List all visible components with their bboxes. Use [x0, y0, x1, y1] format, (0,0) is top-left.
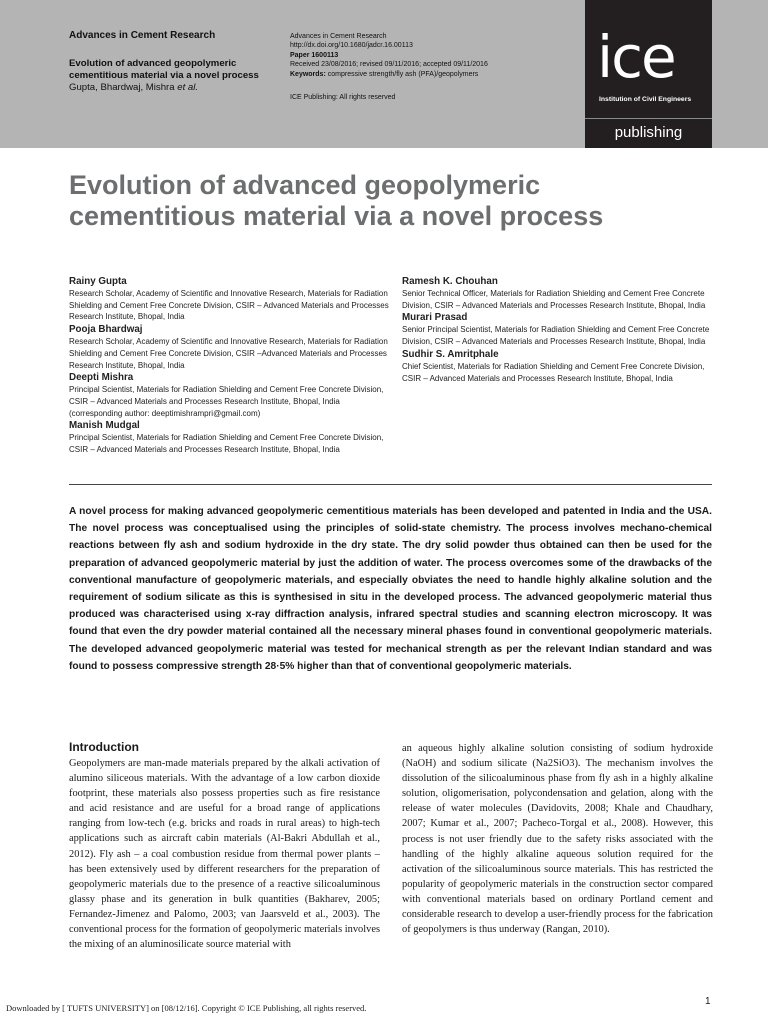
body-column-right: an aqueous highly alkaline solution consisting of sodium hydroxide (NaOH) and sodium silicate (Na2SiO3). The mechanism involves the dissolution of the silicoaluminous phase from fly ash in a highly alkaline solution, oligomerisation, polycondensation and gelation, along with the release of water molecules (Davidovits, 2008; Khale and Chaudhary, 2007; Kumar et al., 2007; Pacheco-Torgal et al., 2008). However, this process is not user friendly due to the safety risks associated with the handling of the highly alkaline aqueous solution required for the activation of the silicoaluminous source materials. This has restricted the popularity of geopolymeric materials in the construction sector compared with conventional materials based on ordinary Portland cement and considerable research to develop a user-friendly process for the fabrication of geopolymers is thus underway (Rangan, 2010). — [402, 743, 713, 936]
body-column-left: Geopolymers are man-made materials prepared by the alkali activation of alumino siliceous materials. With the advantage of a low carbon dioxide footprint, these materials also possess properties such as fire resistance and acid resistance and are useful for a broad range of applications ranging from low-tech (e.g. bricks and roads in rural areas) to high-tech applications such as aircraft cabin materials (Al-Bakri Abdullah et al., 2012). Fly ash – a coal combustion residue from thermal power plants – has been extensively used by different researchers for the preparation of geopolymeric materials due to the presence of a reactive silicoaluminous glassy phase and its generation in bulk quantities (Bakharev, 2005; Fernandez-Jimenez and Palomo, 2003; van Jaarsveld et al., 2003). The conventional process for the formation of geopolymeric materials involves the mixing of an aluminosilicate source material with — [69, 758, 380, 951]
author-entry — [69, 419, 389, 455]
meta-journal: Advances in Cement Research — [290, 33, 387, 40]
header-citation — [69, 30, 284, 94]
author-affiliation: Research Scholar, Academy of Scientific and Innovative Research, Materials for Radiation Shielding and Cement Free Concrete Division, CSIR – Advanced Materials and Processes Research Institute, Bhopal, India — [69, 289, 389, 322]
abstract-text: A novel process for making advanced geopolymeric cementitious materials has been developed and patented in India and the USA. The novel process was conceptualised using the principles of solid-state chemistry. The process involves mechano-chemical reactions between fly ash and sodium hydroxide in the dry state. The dry solid powder thus obtained can then be used for the preparation of advanced geopolymeric material by just the addition of water. The process overcomes some of the drawbacks of the conventional manufacture of geopolymeric materials, and especially obviates the need to handle highly alkaline solution and the requirement of sodium silicate as this is synthesised in situ in the developed process. The advanced geopolymeric material thus produced was characterised using x-ray diffraction analysis, infrared spectral studies and scanning electron microscopy. It was found that even the dry powder material contained all the necessary mineral phases found in conventional geopolymeric materials. The developed advanced geopolymeric material was tested for mechanical strength as per the relevant Indian standard and was found to possess compressive strength 28·5% higher than that of conventional geopolymeric materials. — [69, 506, 712, 672]
author-entry — [402, 275, 722, 311]
logo-publishing-text: publishing — [585, 118, 712, 141]
journal-header — [0, 0, 768, 148]
author-entry — [69, 275, 389, 323]
author-affiliation: Senior Technical Officer, Materials for Radiation Shielding and Cement Free Concrete Division, CSIR – Advanced Materials and Processes Research Institute, Bhopal, India — [402, 289, 706, 310]
author-entry — [69, 371, 389, 419]
author-name: Manish Mudgal — [69, 420, 140, 432]
logo-institution-text: Institution of Civil Engineers — [599, 96, 692, 103]
header-authors: Gupta, Bhardwaj, Mishra et al. — [69, 82, 199, 93]
author-affiliation: Research Scholar, Academy of Scientific and Innovative Research, Materials for Radiation Shielding and Cement Free Concrete Division, CSIR –Advanced Materials and Processes Research Institute, Bhopal, India — [69, 337, 388, 370]
author-affiliation: Senior Principal Scientist, Materials for Radiation Shielding and Cement Free Concrete Division, CSIR – Advanced Materials and Processes Research Institute, Bhopal, India — [402, 325, 710, 347]
author-entry — [402, 348, 722, 384]
journal-name: Advances in Cement Research — [69, 30, 216, 41]
author-entry — [402, 311, 722, 347]
author-name: Deepti Mishra — [69, 372, 134, 384]
author-affiliation: Principal Scientist, Materials for Radiation Shielding and Cement Free Concrete Division, CSIR – Advanced Materials and Processes Research Institute, Bhopal, India (corresponding author: deeptimishrampri@gmail.com) — [69, 385, 384, 418]
author-name: Ramesh K. Chouhan — [402, 276, 498, 287]
page-number: 1 — [705, 996, 711, 1007]
meta-rights: ICE Publishing: All rights reserved — [290, 94, 396, 102]
meta-doi[interactable]: http://dx.doi.org/10.1680/jadcr.16.00113 — [290, 42, 413, 50]
author-name: Pooja Bhardwaj — [69, 324, 143, 336]
meta-keywords: Keywords: compressive strength/fly ash (PFA)/geopolymers — [290, 70, 479, 78]
author-name: Murari Prasad — [402, 312, 468, 324]
authors-column-right — [402, 275, 722, 384]
author-name: Rainy Gupta — [69, 276, 127, 287]
download-footer: Downloaded by [ TUFTS UNIVERSITY] on [08/12/16]. Copyright © ICE Publishing, all rights reserved. — [6, 1003, 367, 1013]
paper-title: Evolution of advanced geopolymeric cementitious material via a novel process — [69, 170, 604, 231]
header-short-title: Evolution of advanced geopolymeric cementitious material via a novel process — [69, 58, 259, 81]
meta-paper-number: Paper 1600113 — [290, 51, 339, 59]
logo-ice-text: ice — [597, 23, 675, 91]
author-name: Sudhir S. Amritphale — [402, 348, 499, 360]
ice-publishing-logo — [585, 0, 712, 148]
author-affiliation: Principal Scientist, Materials for Radiation Shielding and Cement Free Concrete Division, CSIR – Advanced Materials and Processes Research Institute, Bhopal, India — [69, 433, 384, 455]
authors-column-left — [69, 275, 389, 456]
header-metadata — [290, 32, 570, 102]
abstract-divider — [69, 484, 712, 485]
author-affiliation: Chief Scientist, Materials for Radiation Shielding and Cement Free Concrete Division, CSIR – Advanced Materials and Processes Research Institute, Bhopal, India — [402, 361, 705, 383]
author-entry — [69, 323, 389, 371]
section-heading-introduction: Introduction — [69, 740, 139, 754]
meta-dates: Received 23/08/2016; revised 09/11/2016; accepted 09/11/2016 — [290, 61, 488, 69]
